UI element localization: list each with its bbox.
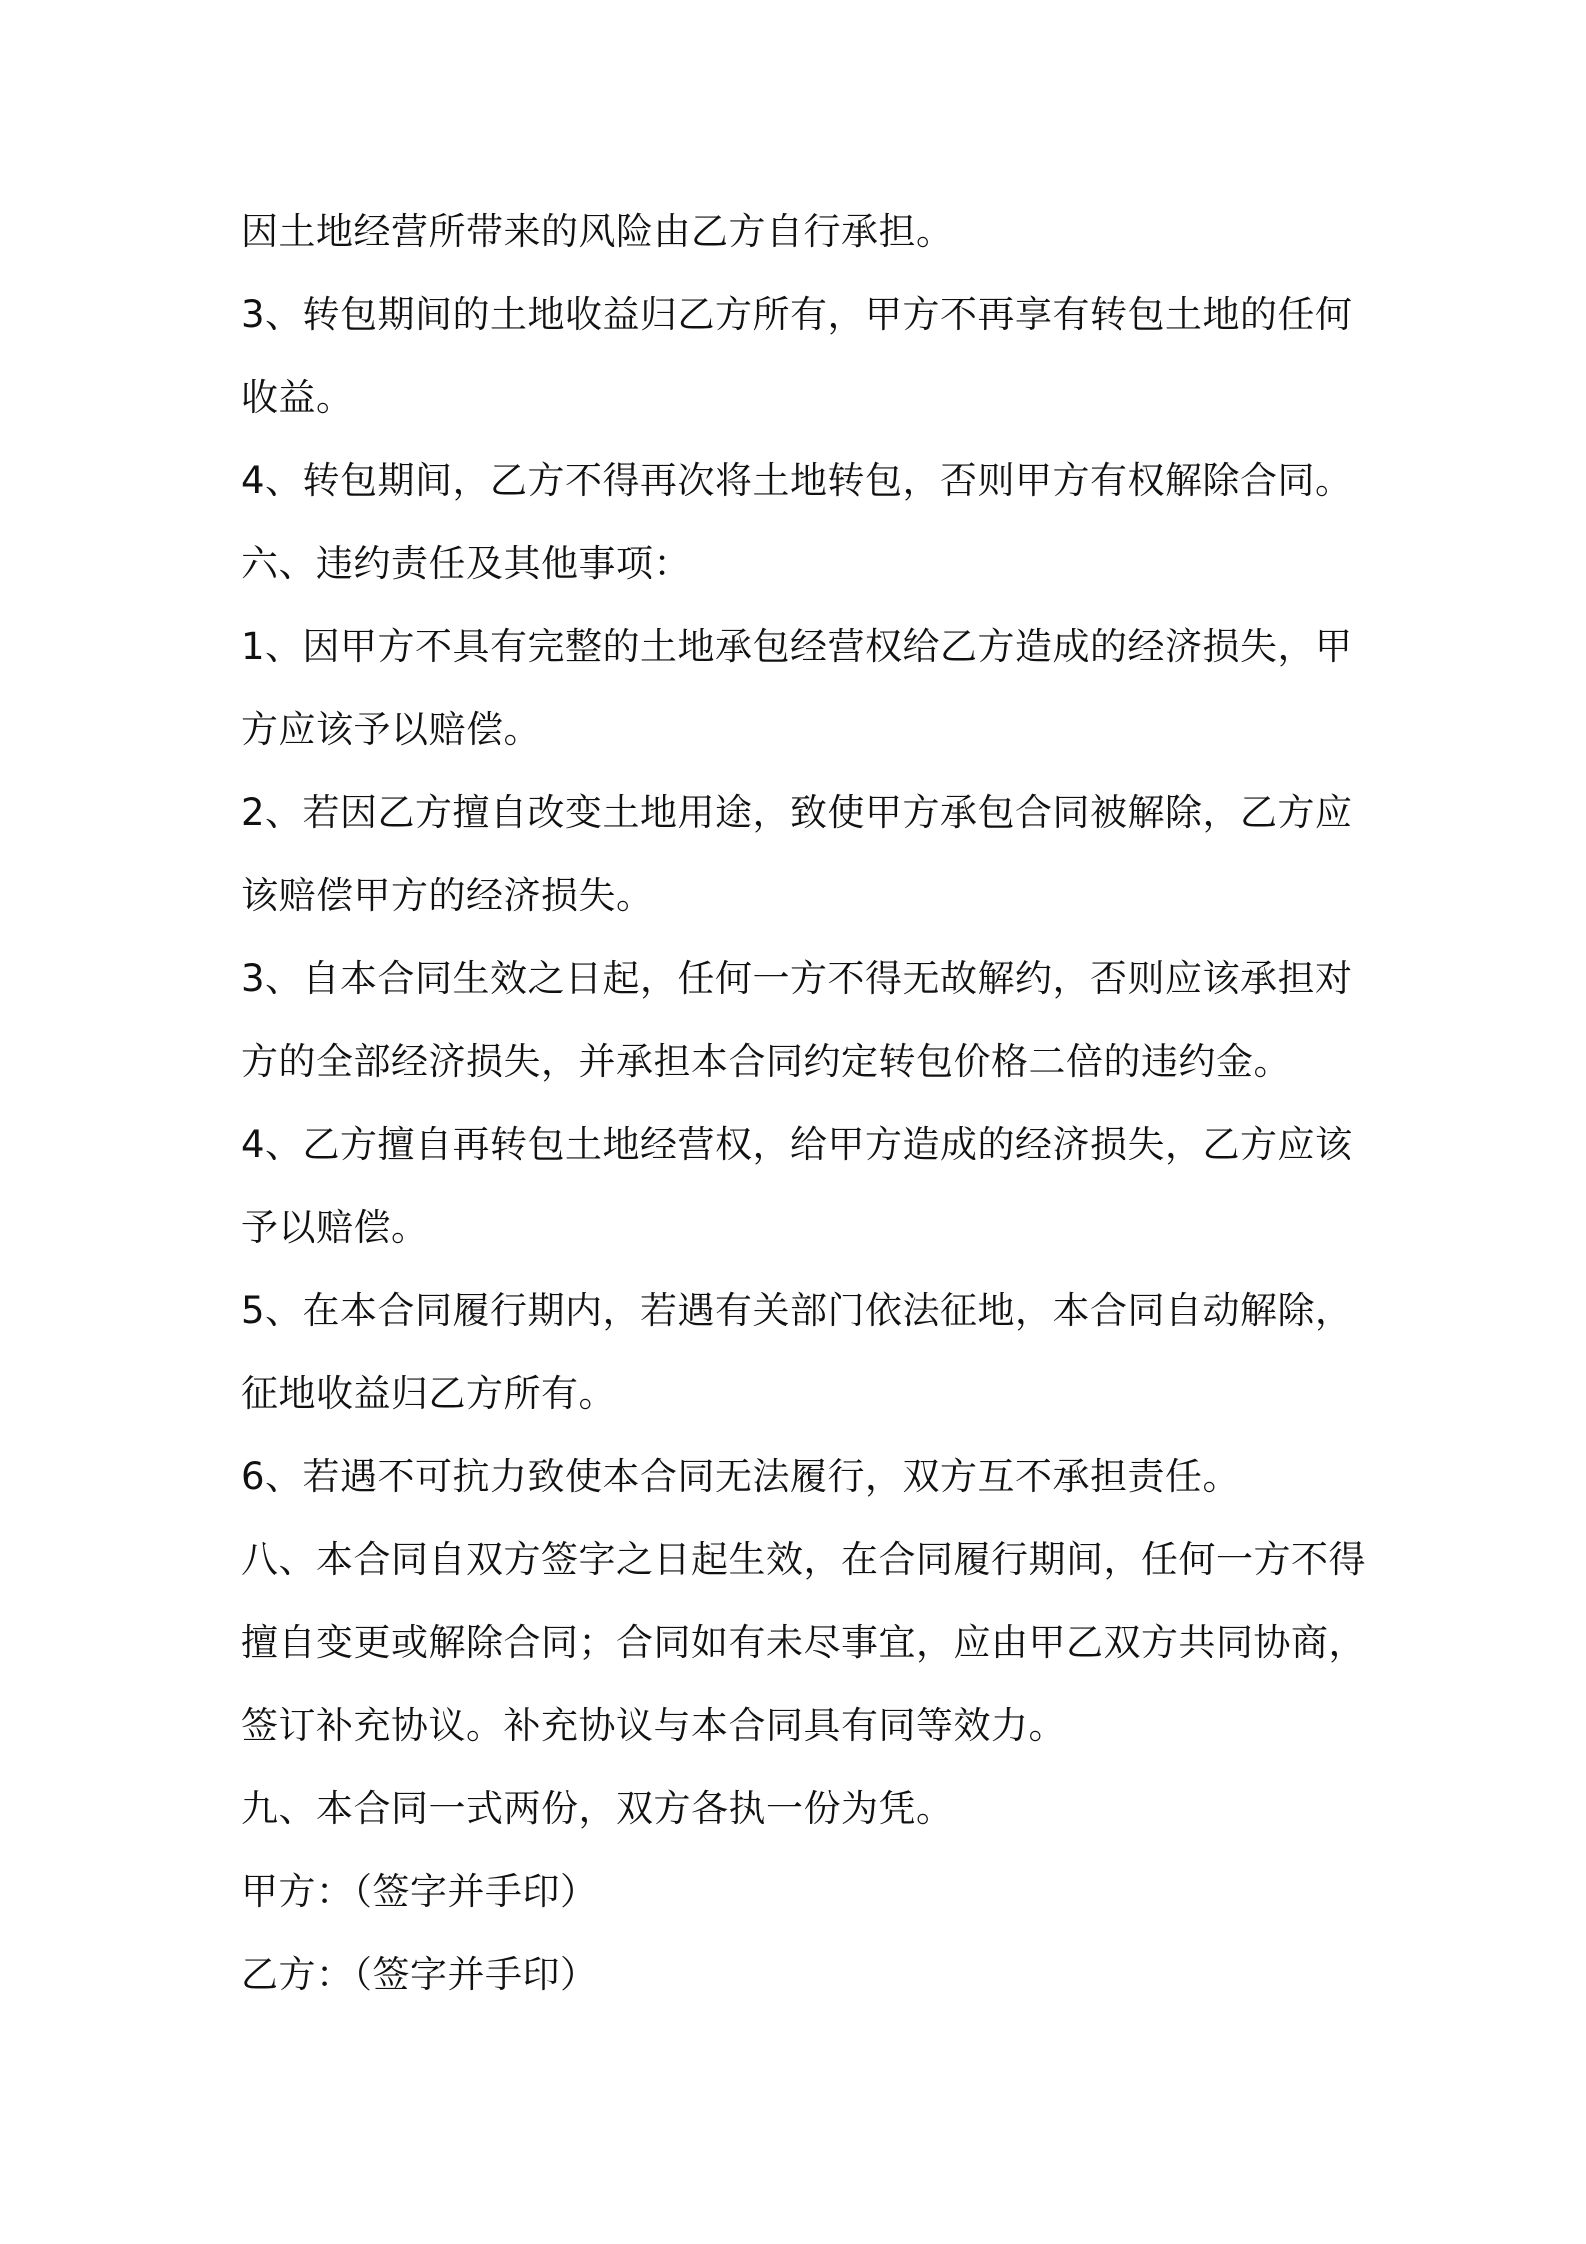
text-line: 3、自本合同生效之日起，任何一方不得无故解约，否则应该承担对 bbox=[241, 957, 1353, 1000]
text-line: 八、本合同自双方签字之日起生效，在合同履行期间，任何一方不得 bbox=[241, 1538, 1366, 1581]
text-line: 5、在本合同履行期内，若遇有关部门依法征地，本合同自动解除， bbox=[241, 1289, 1353, 1332]
text-line: 2、若因乙方擅自改变土地用途，致使甲方承包合同被解除，乙方应 bbox=[241, 791, 1353, 834]
text-line: 该赔偿甲方的经济损失。 bbox=[241, 874, 654, 917]
text-line: 1、因甲方不具有完整的土地承包经营权给乙方造成的经济损失，甲 bbox=[241, 625, 1353, 668]
text-line: 方的全部经济损失，并承担本合同约定转包价格二倍的违约金。 bbox=[241, 1040, 1291, 1083]
text-line: 3、转包期间的土地收益归乙方所有，甲方不再享有转包土地的任何 bbox=[241, 293, 1353, 336]
section-heading: 六、违约责任及其他事项： bbox=[241, 542, 691, 585]
text-line: 4、乙方擅自再转包土地经营权，给甲方造成的经济损失，乙方应该 bbox=[241, 1123, 1353, 1166]
text-line: 擅自变更或解除合同；合同如有未尽事宜，应由甲乙双方共同协商， bbox=[241, 1621, 1366, 1664]
text-line: 因土地经营所带来的风险由乙方自行承担。 bbox=[241, 210, 954, 253]
text-line: 收益。 bbox=[241, 376, 354, 419]
text-line: 九、本合同一式两份，双方各执一份为凭。 bbox=[241, 1787, 954, 1830]
text-line: 征地收益归乙方所有。 bbox=[241, 1372, 616, 1415]
text-line: 予以赔偿。 bbox=[241, 1206, 429, 1249]
text-line: 签订补充协议。补充协议与本合同具有同等效力。 bbox=[241, 1704, 1066, 1747]
text-line: 4、转包期间，乙方不得再次将土地转包，否则甲方有权解除合同。 bbox=[241, 459, 1353, 502]
party-a-signature-line: 甲方：（签字并手印） bbox=[241, 1870, 598, 1913]
text-line: 方应该予以赔偿。 bbox=[241, 708, 541, 751]
text-line: 6、若遇不可抗力致使本合同无法履行，双方互不承担责任。 bbox=[241, 1455, 1241, 1498]
party-b-signature-line: 乙方：（签字并手印） bbox=[241, 1953, 598, 1996]
contract-text bbox=[241, 190, 1366, 2016]
